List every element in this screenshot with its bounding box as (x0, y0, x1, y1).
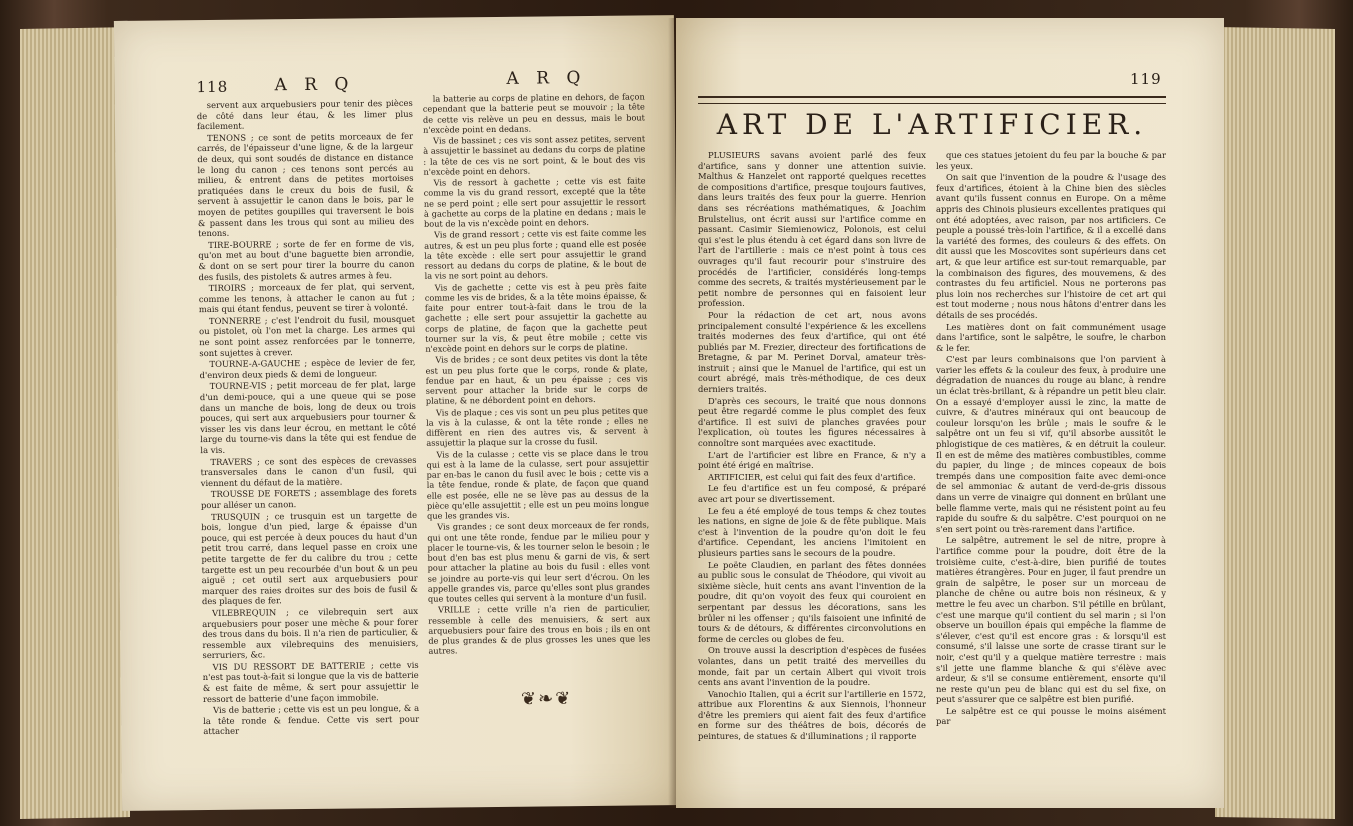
right-page (676, 18, 1224, 808)
paragraph: Vis de ressort à gachette ; cette vis est faite comme la vis du grand ressort, excepté que la tête ne se perd point ; elle sert pour assujettir le ressort à gachette au corps de la platine en dedans ; mais le bout de la vis n'excède point en dehors. (423, 175, 646, 229)
paragraph: Le feu a été employé de tous temps & chez toutes les nations, en signe de joie & de fête publique. Mais c'est à l'invention de la poudre qu'on doit le feu d'artifice. Cependant, les anciens l'imitoient en plusieurs parties sans le secours de la poudre. (698, 505, 926, 558)
page-edges-right (1215, 27, 1335, 819)
paragraph: On sait que l'invention de la poudre & l'usage des feux d'artifices, étoient à la Chine bien des siècles avant qu'ils fussent connus en Europe. On a même appris des Chinois plusieurs excellentes pratiques qui ont été adoptées, avec raison, par nos artificiers. Ce peuple a poussé très-loin l'artifice, & il a excellé dans la variété des formes, des couleurs & des effets. On dit aussi que les Moscovites sont supérieurs dans cet art, & que leur artifice est sur-tout remarquable, par la combinaison des figures, des mouvemens, & des contrastes du feu artificiel. Nous ne porterons pas plus loin nos recherches sur l'histoire de cet art qui est tout moderne ; nous nous hâtons d'entrer dans les détails de ses procédés. (936, 172, 1166, 320)
running-head-right-col: A R Q (506, 68, 587, 89)
left-page-column-2 (423, 91, 651, 683)
ornament: ❦❧❦ (520, 688, 573, 710)
paragraph: Vis de grand ressort ; cette vis est faite comme les autres, & est un peu plus forte ; quand elle est posée la tête excède : elle sert pour assujettir le grand ressort au dedans du corps de platine, & le bout de la vis ne sort point au dehors. (424, 227, 647, 281)
paragraph: TIROIRS ; morceaux de fer plat, qui servent, comme les tenons, à attacher le canon au fut ; mais qui étant fendus, peuvent se tirer à volonté. (198, 280, 415, 315)
paragraph: TOURNE-VIS ; petit morceau de fer plat, large d'un demi-pouce, qui a une queue qui se pose dans un manche de bois, long de deux ou trois pouces, qui sert aux arquebusiers pour tourner & visser les vis dans leur écrou, en mettant le côté large du tourne-vis dans la tête qui est fendue de la vis. (199, 379, 417, 456)
paragraph: TONNERRE ; c'est l'endroit du fusil, mousquet ou pistolet, où l'on met la charge. Les armes qui ne sont point assez renforcées par le tonnerre, sont sujettes à crever. (199, 313, 416, 358)
paragraph: Vis de bassinet ; ces vis sont assez petites, servent à assujettir le bassinet au dedans du corps de platine : la tête de ces vis ne sort point, & le bout des vis n'excède point en dehors. (423, 133, 646, 177)
paragraph: Le salpêtre est ce qui pousse le moins aisément par (936, 705, 1166, 727)
paragraph: PLUSIEURS savans avoient parlé des feux d'artifice, sans y donner une attention suivie. Malthus & Hanzelet ont rapporté quelques recettes de compositions d'artifice, presque toujours fautives, dans leurs traités des feux pour la guerre. Henrion dans ses récréations mathématiques, & Joachim Brulstelius, ont écrit aussi sur l'artifice comme en passant. Casimir Siemienowicz, Polonois, est celui qui s'est le plus étendu à cet égard dans son livre de l'art de l'artillerie : mais ce n'est point à tous ces ouvrages qu'il faut recourir pour s'instruire des procédés de l'artificier, considérés long-temps comme des secrets, & traités mystérieusement par le petit nombre de personnes qui en faisoient leur profession. (698, 150, 926, 309)
paragraph: VIS DU RESSORT DE BATTERIE ; cette vis n'est pas tout-à-fait si longue que la vis de batterie & est faite de même, & sert pour assujettir le ressort de batterie d'une façon immobile. (202, 659, 419, 704)
paragraph: la batterie au corps de platine en dehors, de façon cependant que la batterie peut se mouvoir ; la tête de cette vis relève un peu en dessus, mais le bout n'excède point en dedans. (422, 91, 645, 135)
paragraph: ARTIFICIER, est celui qui fait des feux d'artifice. (708, 471, 916, 482)
title-rule (698, 96, 1166, 104)
paragraph: VILEBREQUIN ; ce vilebrequin sert aux arquebusiers pour poser une mèche & pour forer des trous dans du bois. Il n'a rien de particulier, & ressemble aux vilebrequins des menuisiers, serruriers, &c. (202, 605, 419, 661)
paragraph: Le salpêtre, autrement le sel de nitre, propre à l'artifice comme pour la poudre, doit être de la troisième cuite, c'est-à-dire, bien purifié de toutes matières étrangères. Pour en juger, il faut prendre un grain de salpêtre, le poser sur un morceau de planche de chêne ou autre bois non résineux, & y mettre le feu avec un charbon. S'il pétille en brûlant, c'est une marque qu'il contient du sel marin ; si l'on observe un bouillon épais qui empêche la flamme de s'élever, c'est qu'il est encore gras : & lorsqu'il est consumé, s'il laisse une sorte de crasse tirant sur le noir, c'est qu'il y a quelque matière terrestre : mais s'il jette une flamme blanche & qui s'élève avec ardeur, & s'il se consume entièrement, ensorte qu'il ne reste qu'un peu de blanc qui est du sel fixe, on peut s'assurer que ce salpêtre est bien purifié. (936, 535, 1166, 705)
paragraph: Vis grandes ; ce sont deux morceaux de fer ronds, qui ont une tête ronde, fendue par le milieu pour y placer le tourne-vis, & les tourner selon le besoin ; le bout d'en bas est plus menu & garni de vis, & sert pour attacher la platine au bois du fusil : elles vont se joindre au porte-vis qui leur sert d'écrou. On les appelle grandes vis, parce qu'elles sont plus grandes que toutes celles qui servent à la monture d'un fusil. (427, 519, 650, 604)
paragraph: L'art de l'artificier est libre en France, & n'y a point été érigé en maîtrise. (698, 449, 926, 471)
paragraph: Vis de plaque ; ces vis sont un peu plus petites que la vis à la culasse, & ont la tête ronde ; elles ne diffèrent en rien des autres vis, & servent à assujettir la plaque sur la crosse du fusil. (426, 404, 649, 448)
running-head-left: A R Q (274, 74, 355, 96)
left-page (114, 15, 682, 811)
paragraph: Vis de gachette ; cette vis est à peu près faite comme les vis de brides, & a la tête moins épaisse, & faite pour entrer tout-à-fait dans le trou de la gachette ; elle sert pour assujettir la gachette au corps de platine, de façon que la gachette peut tourner sur la vis, & peut être mobile ; cette vis n'excède point en dehors sur le corps de platine. (424, 279, 648, 354)
paragraph: D'après ces secours, le traité que nous donnons peut être regardé comme le plus complet des feux d'artifice. Il est suivi de planches gravées pour l'explication, où toutes les figures nécessaires à connoître sont marquées avec exactitude. (698, 395, 926, 449)
page-number: 119 (1130, 70, 1162, 88)
paragraph: TRUSQUIN ; ce trusquin est un targette de bois, longue d'un pied, large & épaisse d'un pouce, qui est percée à deux pouces du haut d'un petit trou carré, dans lequel passe en croix une petite targette de fer du calibre du trou ; cette targette est un peu recourbée d'un bout & un peu aiguë ; cet outil sert aux arquebusiers pour marquer des raies droites sur des bois de fusil & des plaques de fer. (201, 509, 418, 607)
paragraph: TROUSSE DE FORETS ; assemblage des forets pour alléser un canon. (200, 487, 417, 511)
page-edges-left (20, 27, 130, 819)
paragraph: TENONS ; ce sont de petits morceaux de fer carrés, de l'épaisseur d'une ligne, & de la largeur de deux, qui sont soudés de distance en distance le long du canon ; ces tenons sont percés au milieu, & entrent dans de petites mortoises pratiquées dans le creux du bois de fusil, & servent à assujettir le canon dans le bois, par le moyen de petites goupilles qui traversent le bois & passent dans les trous qui sont au milieu des tenons. (197, 130, 415, 239)
paragraph: Le feu d'artifice est un feu composé, & préparé avec art pour se divertissement. (698, 483, 926, 504)
page-number: 118 (196, 77, 229, 97)
chapter-title: ART DE L'ARTIFICIER. (716, 108, 1148, 141)
paragraph: Le poëte Claudien, en parlant des fêtes données au public sous le consulat de Théodore, qui vivoit au sixième siècle, huit cents ans avant l'invention de la poudre, dit qu'on voyoit des feux qui couroient en serpentant par dessus les décorations, sans les brûler ni les offenser ; qu'ils faisoient une infinité de tours & de détours, & différentes circonvolutions en forme de cercles ou globes de feu. (698, 559, 926, 644)
paragraph: Pour la rédaction de cet art, nous avons principalement consulté l'expérience & les excellens traités modernes des feux d'artifice, qui ont été publiés par M. Frezier, directeur des fortifications de Bretagne, & par M. Perinet Dorval, amateur très-instruit ; ainsi que le Manuel de l'artifice, qui est un court abrégé, mais très-méthodique, de ces deux derniers traités. (698, 309, 926, 395)
paragraph: Vis de batterie ; cette vis est un peu longue, & a la tête ronde & fendue. Cette vis sert pour attacher (203, 703, 420, 737)
paragraph: TOURNE-A-GAUCHE ; espèce de levier de fer, d'environ deux pieds & demi de longueur. (199, 357, 416, 380)
right-page-column-1 (698, 150, 926, 790)
paragraph: Vanochio Italien, qui a écrit sur l'artillerie en 1572, attribue aux Florentins & aux Siennois, l'honneur d'être les premiers qui aient fait des feux d'artifice en forme sur des théâtres de bois, décorés de peintures, de statues & d'illuminations ; il rapporte (698, 688, 926, 742)
paragraph: Vis de brides ; ce sont deux petites vis dont la tête est un peu plus forte que le corps, ronde & plate, fendue par en haut, & un peu épaisse ; ces vis servent pour attacher la bride sur le corps de platine, & ne débordent point en dehors. (425, 352, 648, 406)
paragraph: TIRE-BOURRE ; sorte de fer en forme de vis, qu'on met au bout d'une baguette bien arrondie, & dont on se sert pour tirer la bourre du canon des fusils, des pistolets & autres armes à feu. (198, 237, 415, 282)
left-page-column-1 (197, 98, 420, 760)
paragraph: TRAVERS ; ce sont des espèces de crevasses transversales dans le canon d'un fusil, qui viennent du défaut de la matière. (200, 454, 417, 488)
paragraph: Vis de la culasse ; cette vis se place dans le trou qui est à la lame de la culasse, sert pour assujettir par en-bas le canon du fusil avec le bois ; cette vis a la tête fendue, ronde & plate, de façon que quand elle est posée, elle ne se lève pas au dessus de la pièce qu'elle assujettit ; elle est un peu moins longue que les grandes vis. (426, 446, 650, 521)
paragraph: Les matières dont on fait communément usage dans l'artifice, sont le salpêtre, le soufre, le charbon & le fer. (936, 321, 1166, 353)
paragraph: C'est par leurs combinaisons que l'on parvient à varier les effets & la couleur des feux, à produire une dégradation de nuances du rouge au blanc, à rendre un éclat très-brillant, & à répandre un petit bleu clair. On a essayé d'employer aussi le zinc, la matte de cuivre, & d'autres minéraux qui ont beaucoup de couleur lorsqu'on les brûle ; mais le soufre & le salpêtre ont un feu si vif, qu'il absorbe aussitôt le phlogistique de ces matières, & en détruit la couleur. Il en est de même des matières combustibles, comme du papier, du linge ; de minces copeaux de bois trempés dans une composition faite avec demi-once de sel ammoniac & autant de verd-de-gris dissous dans un verre de vinaigre qui donnent en brûlant une belle flamme verte, mais qui ne résistent point au feu rapide du soufre & du salpêtre. C'est pourquoi on ne s'en sert point ou très-rarement dans l'artifice. (936, 354, 1166, 534)
paragraph: VRILLE ; cette vrille n'a rien de particulier, ressemble à celle des menuisiers, & sert aux arquebusiers pour faire des trous en bois ; ils en ont de plus grandes & de plus grosses les unes que les autres. (428, 602, 651, 656)
paragraph: servent aux arquebusiers pour tenir des pièces de côté dans leur étau, & les limer plus facilement. (196, 97, 413, 132)
paragraph: que ces statues jetoient du feu par la bouche & par les yeux. (936, 150, 1166, 171)
right-page-column-2 (936, 150, 1166, 790)
paragraph: On trouve aussi la description d'espèces de fusées volantes, dans un petit traité des merveilles du monde, fait par un certain Albert qui vivoit trois cents ans avant l'invention de la poudre. (698, 645, 926, 688)
